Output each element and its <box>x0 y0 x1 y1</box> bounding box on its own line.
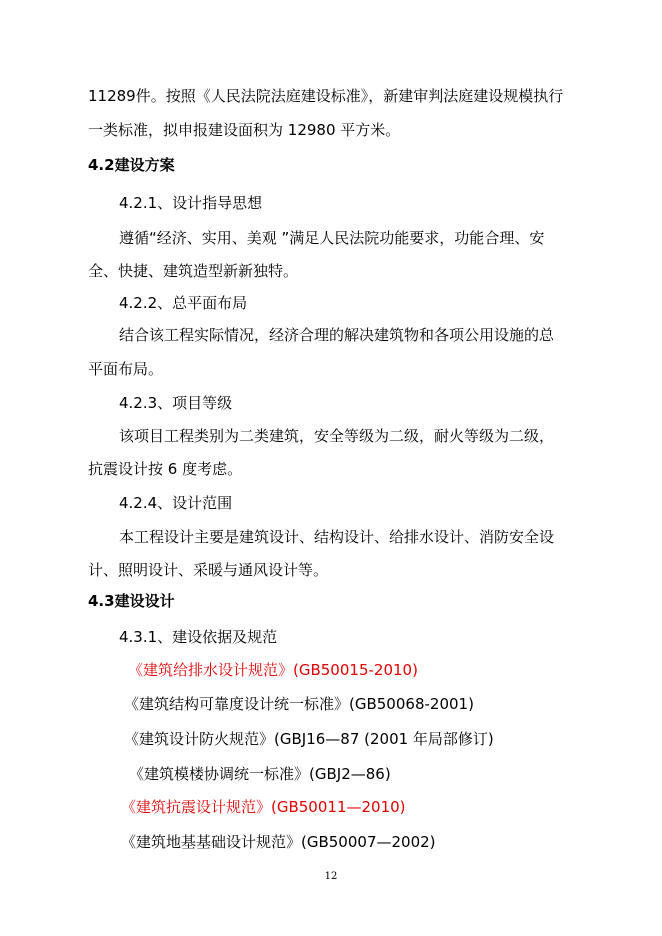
standard-reference: 《建筑给排水设计规范》(GB50015-2010) <box>128 661 418 679</box>
subsection-heading: 4.3.1、建设依据及规范 <box>119 628 278 646</box>
section-heading: 4.3建设设计 <box>88 592 175 610</box>
paragraph-line: 该项目工程类别为二类建筑，安全等级为二级，耐火等级为二级， <box>119 427 555 445</box>
section-heading: 4.2建设方案 <box>88 156 175 174</box>
paragraph-line: 一类标准，拟申报建设面积为 12980 平方米。 <box>88 121 401 139</box>
standard-reference: 《建筑地基基础设计规范》(GB50007—2002) <box>121 833 436 851</box>
standard-reference: 《建筑模楼协调统一标准》(GBJ2—86) <box>129 765 391 783</box>
paragraph-line: 结合该工程实际情况，经济合理的解决建筑物和各项公用设施的总 <box>119 326 555 344</box>
paragraph-line: 抗震设计按 6 度考虑。 <box>88 460 243 478</box>
paragraph-line: 全、快捷、建筑造型新新独特。 <box>88 262 299 280</box>
page-number: 12 <box>324 871 338 882</box>
paragraph-line: 本工程设计主要是建筑设计、结构设计、给排水设计、消防安全设 <box>119 528 555 546</box>
standard-reference: 《建筑抗震设计规范》(GB50011—2010) <box>121 798 406 816</box>
standard-reference: 《建筑结构可靠度设计统一标准》(GB50068-2001) <box>124 695 474 713</box>
paragraph-line: 平面布局。 <box>88 360 164 378</box>
subsection-heading: 4.2.1、设计指导思想 <box>119 194 263 212</box>
standard-reference: 《建筑设计防火规范》(GBJ16—87 (2001 年局部修订) <box>124 730 494 748</box>
paragraph-line: 计、照明设计、采暖与通风设计等。 <box>88 561 329 579</box>
paragraph-line: 11289件。按照《人民法院法庭建设标准》，新建审判法庭建设规模执行 <box>88 87 564 105</box>
paragraph-line: 遵循“经济、实用、美观 ”满足人民法院功能要求，功能合理、安 <box>119 229 545 247</box>
subsection-heading: 4.2.3、项目等级 <box>119 394 233 412</box>
subsection-heading: 4.2.2、总平面布局 <box>119 294 248 312</box>
subsection-heading: 4.2.4、设计范围 <box>119 494 233 512</box>
